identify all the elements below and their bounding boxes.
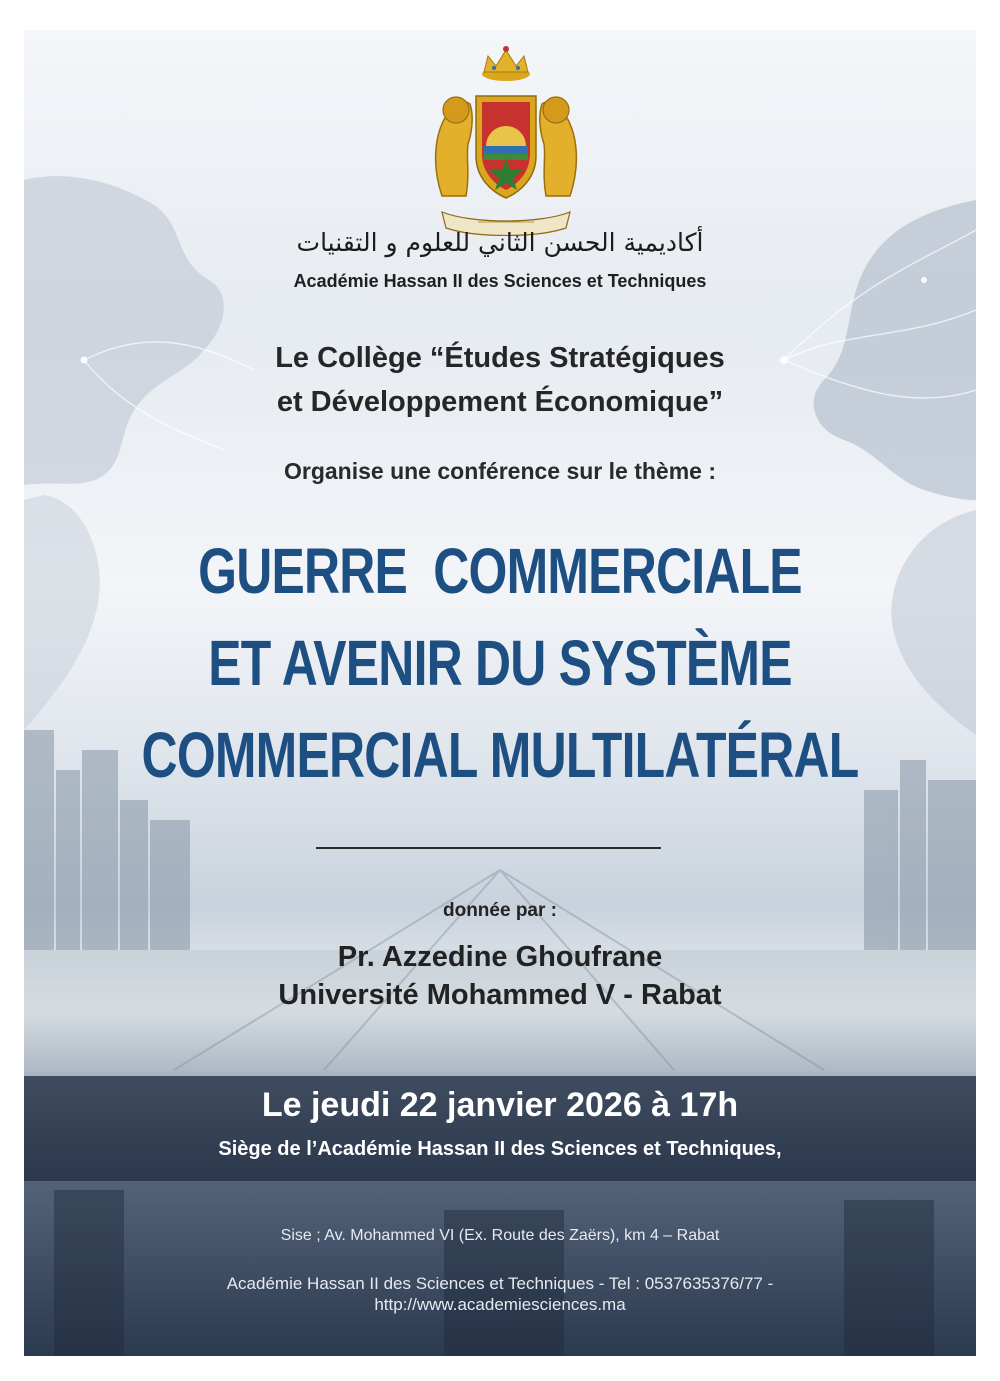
- footer-contact: [24, 1273, 976, 1315]
- footer-website-link[interactable]: http://www.academiesciences.ma: [374, 1295, 626, 1314]
- academy-french-name: Académie Hassan II des Sciences et Techniques: [293, 271, 707, 291]
- moroccan-coat-of-arms-icon: [422, 46, 590, 236]
- organise-line: Organise une conférence sur le thème :: [283, 458, 717, 484]
- footer-address: Sise ; Av. Mohammed VI (Ex. Route des Zaërs), km 4 – Rabat: [280, 1227, 720, 1244]
- college-name-line-2: et Développement Économique”: [276, 386, 724, 418]
- college-name-line-1: Le Collège “Études Stratégiques: [275, 342, 725, 374]
- event-venue: Siège de l’Académie Hassan II des Sciences et Techniques,: [218, 1138, 782, 1160]
- college-name: [24, 336, 976, 424]
- theme-line-3: COMMERCIAL MULTILATÉRAL: [141, 719, 859, 791]
- speaker-name: Pr. Azzedine Ghoufrane: [337, 941, 663, 973]
- academy-arabic-name: أكاديمية الحسن الثاني للعلوم و التقنيات: [296, 228, 704, 257]
- divider-line: [316, 847, 661, 849]
- speaker-block: [24, 938, 976, 1014]
- theme-line-2: ET AVENIR DU SYSTÈME: [208, 627, 792, 699]
- speaker-affiliation: Université Mohammed V - Rabat: [278, 979, 722, 1011]
- theme-line-1: GUERRE COMMERCIALE: [198, 535, 802, 607]
- footer-contact-line-1: Académie Hassan II des Sciences et Techniques - Tel : 0537635376/77 -: [226, 1274, 774, 1293]
- event-date: Le jeudi 22 janvier 2026 à 17h: [261, 1086, 739, 1124]
- poster-background: [24, 30, 976, 1356]
- given-by-label: donnée par :: [442, 900, 557, 921]
- conference-theme: [129, 525, 872, 801]
